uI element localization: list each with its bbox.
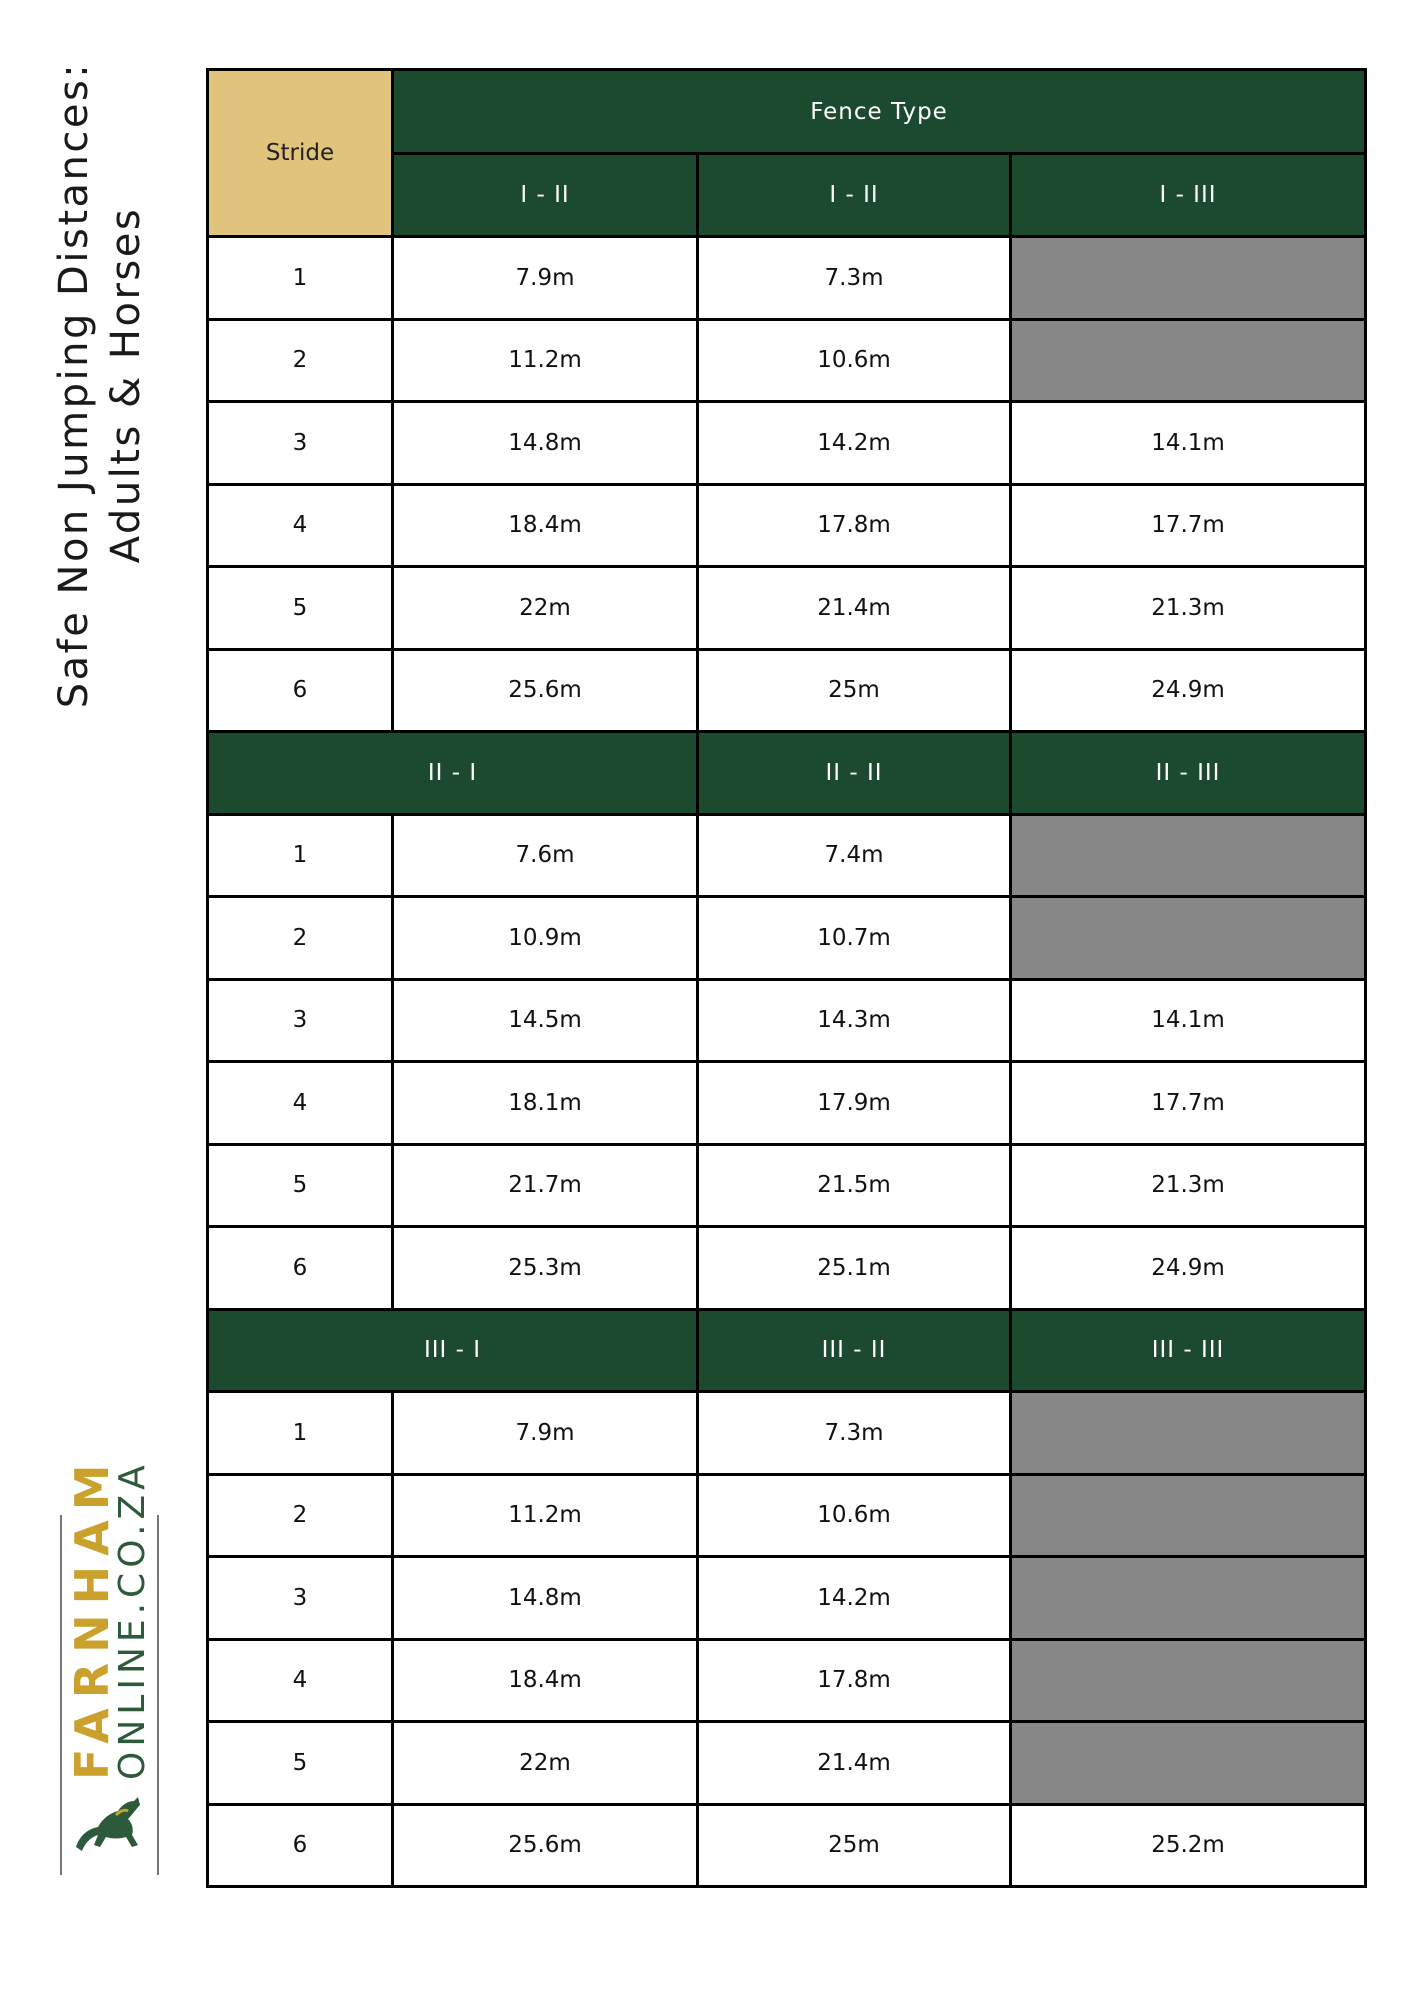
- stride-cell: 2: [208, 1474, 393, 1557]
- distance-cell: 25m: [698, 1804, 1011, 1887]
- distance-cell: 22m: [393, 1722, 698, 1805]
- fence-combo-header: III - I: [208, 1309, 698, 1392]
- distance-cell: 18.1m: [393, 1062, 698, 1145]
- distance-cell: 21.4m: [698, 567, 1011, 650]
- distance-cell: 18.4m: [393, 1639, 698, 1722]
- table-row: [208, 1639, 1366, 1722]
- distance-cell: 14.1m: [1011, 979, 1366, 1062]
- stride-header: Stride: [208, 70, 393, 237]
- distance-cell: 14.3m: [698, 979, 1011, 1062]
- distance-cell: 24.9m: [1011, 1227, 1366, 1310]
- stride-cell: 3: [208, 1557, 393, 1640]
- table-row: [208, 1392, 1366, 1475]
- table-row: [208, 897, 1366, 980]
- distance-cell: 17.8m: [698, 1639, 1011, 1722]
- logo-domain: ONLINE.CO.ZA: [112, 1460, 153, 1780]
- table-row: [208, 484, 1366, 567]
- distance-cell: 25.2m: [1011, 1804, 1366, 1887]
- title-line-2: Adults & Horses: [103, 206, 149, 564]
- fence-combo-header: I - II: [393, 154, 698, 237]
- table-row: [208, 814, 1366, 897]
- distance-cell: 14.2m: [698, 1557, 1011, 1640]
- table-row: [208, 567, 1366, 650]
- distance-cell: 21.4m: [698, 1722, 1011, 1805]
- distance-cell: 21.7m: [393, 1144, 698, 1227]
- stride-cell: 5: [208, 1722, 393, 1805]
- table-row: [208, 1062, 1366, 1145]
- distance-cell: 21.5m: [698, 1144, 1011, 1227]
- distance-cell: 14.8m: [393, 402, 698, 485]
- stride-cell: 4: [208, 1639, 393, 1722]
- section-header-row: [208, 1309, 1366, 1392]
- distance-cell: 24.9m: [1011, 649, 1366, 732]
- fence-combo-header: III - III: [1011, 1309, 1366, 1392]
- fence-combo-header: I - II: [698, 154, 1011, 237]
- distance-cell: 21.3m: [1011, 1144, 1366, 1227]
- unavailable-cell: [1011, 1474, 1366, 1557]
- table-row: [208, 1227, 1366, 1310]
- table-row: [208, 979, 1366, 1062]
- title-line-1: Safe Non Jumping Distances:: [51, 61, 97, 709]
- stride-cell: 2: [208, 897, 393, 980]
- distance-cell: 22m: [393, 567, 698, 650]
- table-row: [208, 1722, 1366, 1805]
- table-row: [208, 237, 1366, 320]
- distance-cell: 25m: [698, 649, 1011, 732]
- stride-cell: 2: [208, 319, 393, 402]
- distances-table: [206, 68, 1367, 1888]
- distance-cell: 25.6m: [393, 1804, 698, 1887]
- unavailable-cell: [1011, 319, 1366, 402]
- table-row: [208, 1144, 1366, 1227]
- distance-cell: 14.2m: [698, 402, 1011, 485]
- distance-cell: 17.8m: [698, 484, 1011, 567]
- distance-cell: 21.3m: [1011, 567, 1366, 650]
- stride-cell: 1: [208, 1392, 393, 1475]
- fence-combo-header: II - I: [208, 732, 698, 815]
- stride-cell: 1: [208, 237, 393, 320]
- unavailable-cell: [1011, 237, 1366, 320]
- unavailable-cell: [1011, 1639, 1366, 1722]
- distance-cell: 25.1m: [698, 1227, 1011, 1310]
- stride-cell: 5: [208, 1144, 393, 1227]
- distance-cell: 10.6m: [698, 1474, 1011, 1557]
- distance-cell: 25.6m: [393, 649, 698, 732]
- distance-cell: 14.1m: [1011, 402, 1366, 485]
- table-row: [208, 1804, 1366, 1887]
- distance-cell: 7.9m: [393, 237, 698, 320]
- table-row: [208, 1474, 1366, 1557]
- distance-cell: 7.6m: [393, 814, 698, 897]
- distance-cell: 17.7m: [1011, 1062, 1366, 1145]
- table-row: [208, 649, 1366, 732]
- distance-cell: 10.7m: [698, 897, 1011, 980]
- section-header-row: [208, 732, 1366, 815]
- distance-cell: 25.3m: [393, 1227, 698, 1310]
- distance-cell: 17.9m: [698, 1062, 1011, 1145]
- distance-cell: 18.4m: [393, 484, 698, 567]
- horse-icon: [66, 1785, 154, 1873]
- unavailable-cell: [1011, 1557, 1366, 1640]
- distance-cell: 7.3m: [698, 1392, 1011, 1475]
- fence-combo-header: I - III: [1011, 154, 1366, 237]
- stride-cell: 6: [208, 649, 393, 732]
- distance-cell: 17.7m: [1011, 484, 1366, 567]
- distance-cell: 7.9m: [393, 1392, 698, 1475]
- stride-cell: 1: [208, 814, 393, 897]
- stride-cell: 6: [208, 1804, 393, 1887]
- stride-cell: 5: [208, 567, 393, 650]
- stride-cell: 3: [208, 402, 393, 485]
- table-row: [208, 1557, 1366, 1640]
- distance-cell: 11.2m: [393, 319, 698, 402]
- distance-cell: 7.4m: [698, 814, 1011, 897]
- unavailable-cell: [1011, 814, 1366, 897]
- logo-wordmark: FARNHAM: [65, 1454, 119, 1780]
- distance-cell: 11.2m: [393, 1474, 698, 1557]
- distance-cell: 10.6m: [698, 319, 1011, 402]
- stride-cell: 3: [208, 979, 393, 1062]
- stride-cell: 4: [208, 484, 393, 567]
- stride-cell: 6: [208, 1227, 393, 1310]
- table-row: [208, 402, 1366, 485]
- distance-cell: 14.5m: [393, 979, 698, 1062]
- unavailable-cell: [1011, 1392, 1366, 1475]
- distance-cell: 10.9m: [393, 897, 698, 980]
- fence-type-header: Fence Type: [393, 70, 1366, 154]
- unavailable-cell: [1011, 897, 1366, 980]
- unavailable-cell: [1011, 1722, 1366, 1805]
- fence-combo-header: III - II: [698, 1309, 1011, 1392]
- fence-combo-header: II - III: [1011, 732, 1366, 815]
- distance-cell: 14.8m: [393, 1557, 698, 1640]
- distance-cell: 7.3m: [698, 237, 1011, 320]
- fence-combo-header: II - II: [698, 732, 1011, 815]
- table-row: [208, 319, 1366, 402]
- stride-cell: 4: [208, 1062, 393, 1145]
